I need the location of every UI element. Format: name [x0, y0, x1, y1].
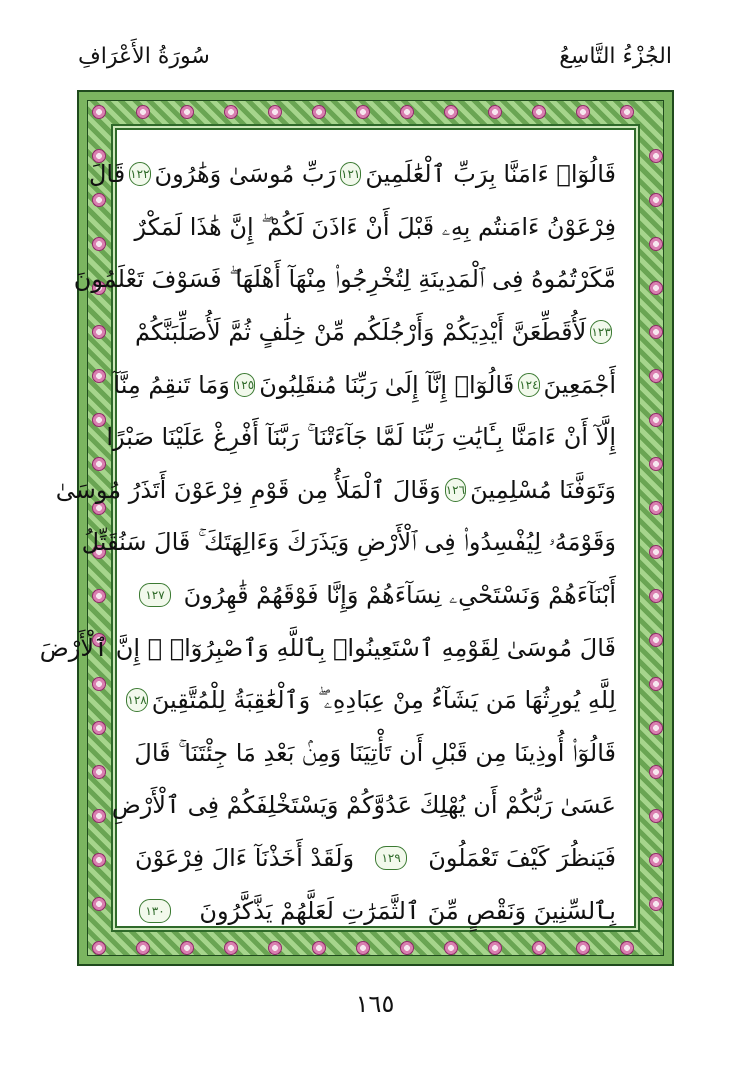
ayah-number-marker: ١٢٨ [126, 688, 147, 712]
verse-text: وَلَقَدْ أَخَذْنَآ ءَالَ فِرْعَوْنَ [135, 844, 355, 873]
flower-ornament [92, 677, 106, 691]
verse-text: رَبِّ مُوسَىٰ وَهَٰرُونَ [154, 160, 337, 189]
flower-ornament [92, 413, 106, 427]
flower-ornament [356, 105, 370, 119]
flower-ornament [649, 457, 663, 471]
flower-ornament [92, 589, 106, 603]
flower-ornament [312, 941, 326, 955]
verse-line [135, 884, 616, 937]
flower-ornament [92, 721, 106, 735]
flower-ornament [649, 369, 663, 383]
verse-lines [39, 148, 616, 925]
verse-line [135, 727, 616, 780]
flower-ornament [180, 941, 194, 955]
ayah-number-marker: ١٣٠ [139, 899, 171, 923]
flower-ornament [488, 105, 502, 119]
ayah-number-marker: ١٢٦ [445, 478, 466, 502]
flower-ornament [649, 897, 663, 911]
flower-ornament [620, 941, 634, 955]
flower-ornament [488, 941, 502, 955]
verse-text: مَّكَرْتُمُوهُ فِى ٱلْمَدِينَةِ لِتُخْرِجُوا۟ مِنْهَآ أَهْلَهَا ۖ فَسَوْفَ تَعْلَمُونَ [73, 265, 616, 294]
verse-text: وَمَا تَنقِمُ مِنَّآ [113, 370, 230, 399]
flower-ornament [92, 369, 106, 383]
flower-ornament [180, 105, 194, 119]
verse-text: وَتَوَفَّنَا مُسْلِمِينَ [470, 475, 616, 504]
page-header [78, 44, 672, 84]
flower-ornament [620, 105, 634, 119]
surah-title: سُورَةُ الأَعْرَافِ [78, 44, 210, 69]
verse-text: إِلَّآ أَنْ ءَامَنَّا بِـَٔايَٰتِ رَبِّنَا لَمَّا جَآءَتْنَا ۚ رَبَّنَآ أَفْرِغْ عَلَيْنَا صَبْرًا [106, 423, 616, 452]
flower-ornament [92, 765, 106, 779]
verse-line [88, 148, 616, 201]
flower-ornament [649, 501, 663, 515]
flower-ornament [400, 941, 414, 955]
flower-ornament [356, 941, 370, 955]
verse-line [106, 411, 616, 464]
verse-line [113, 358, 616, 411]
verse-line [81, 516, 616, 569]
flower-ornament [92, 941, 106, 955]
flower-ornament [649, 633, 663, 647]
verse-text: أَجْمَعِينَ [543, 370, 616, 399]
flower-ornament [92, 897, 106, 911]
verse-text: فِرْعَوْنُ ءَامَنتُم بِهِۦ قَبْلَ أَنْ ءَاذَنَ لَكُمْ ۖ إِنَّ هَٰذَا لَمَكْرٌ [134, 212, 616, 241]
flower-ornament [649, 325, 663, 339]
verse-text: قَالُوٓا۟ أُوذِينَا مِن قَبْلِ أَن تَأْتِيَنَا وَمِنۢ بَعْدِ مَا جِئْتَنَا ۚ قَالَ [134, 738, 616, 767]
verse-line [111, 779, 616, 832]
flower-ornament [532, 105, 546, 119]
flower-ornament [92, 457, 106, 471]
flower-ornament [649, 765, 663, 779]
verse-text: وَقَالَ ٱلْمَلَأُ مِن قَوْمِ فِرْعَوْنَ أَتَذَرُ مُوسَىٰ [55, 475, 441, 504]
flower-ornament [444, 941, 458, 955]
juz-title: الجُزْءُ التَّاسِعُ [559, 44, 672, 69]
verse-line [127, 674, 616, 727]
page-number: ١٦٥ [355, 990, 395, 1018]
flower-ornament [92, 325, 106, 339]
verse-text: قَالُوٓا۟ ءَامَنَّا بِرَبِّ ٱلْعَٰلَمِينَ [365, 160, 616, 189]
flower-ornament [649, 677, 663, 691]
flower-ornament [649, 589, 663, 603]
flower-ornament [649, 545, 663, 559]
ayah-number-marker: ١٢٤ [518, 373, 539, 397]
ayah-number-marker: ١٢٧ [139, 583, 171, 607]
verse-line [135, 306, 616, 359]
verse-text: قَالُوٓا۟ إِنَّآ إِلَىٰ رَبِّنَا مُنقَلِبُونَ [259, 370, 515, 399]
verse-line [135, 832, 616, 885]
verse-line [135, 569, 616, 622]
flower-ornament [649, 413, 663, 427]
verse-text: قَالَ مُوسَىٰ لِقَوْمِهِ ٱسْتَعِينُوا۟ بِٱللَّهِ وَٱصْبِرُوٓا۟ ۖ إِنَّ ٱلْأَرْضَ [39, 633, 616, 662]
flower-ornament [444, 105, 458, 119]
verse-text: عَسَىٰ رَبُّكُمْ أَن يُهْلِكَ عَدُوَّكُمْ وَيَسْتَخْلِفَكُمْ فِى ٱلْأَرْضِ [111, 791, 616, 820]
flower-ornament [576, 941, 590, 955]
flower-ornament [224, 105, 238, 119]
flower-ornament [92, 237, 106, 251]
flower-ornament [649, 193, 663, 207]
flower-ornament [532, 941, 546, 955]
text-panel [39, 128, 636, 928]
flower-ornament [92, 105, 106, 119]
verse-line [73, 253, 616, 306]
flower-ornament [268, 941, 282, 955]
flower-ornament [224, 941, 238, 955]
flower-ornament [92, 193, 106, 207]
flower-ornament [92, 853, 106, 867]
flower-ornament [576, 105, 590, 119]
flower-ornament [136, 941, 150, 955]
flower-ornament [649, 853, 663, 867]
ayah-number-marker: ١٢٣ [590, 320, 612, 344]
ayah-number-marker: ١٢٢ [129, 162, 150, 186]
flower-ornament [268, 105, 282, 119]
verse-text: قَالَ [88, 160, 126, 189]
flower-ornament [400, 105, 414, 119]
verse-line [135, 201, 616, 254]
verse-text: فَيَنظُرَ كَيْفَ تَعْمَلُونَ [428, 844, 616, 873]
flower-ornament [649, 721, 663, 735]
verse-text: وَقَوْمَهُۥ لِيُفْسِدُوا۟ فِى ٱلْأَرْضِ وَيَذَرَكَ وَءَالِهَتَكَ ۚ قَالَ سَنُقَتِّلُ [81, 528, 616, 557]
flower-ornament [312, 105, 326, 119]
flower-ornament [649, 149, 663, 163]
flower-ornament [92, 809, 106, 823]
ayah-number-marker: ١٢٩ [375, 846, 407, 870]
verse-line [55, 464, 616, 517]
flower-ornament [649, 281, 663, 295]
flower-ornament [649, 809, 663, 823]
verse-text: لِلَّهِ يُورِثُهَا مَن يَشَآءُ مِنْ عِبَادِهِۦ ۖ وَٱلْعَٰقِبَةُ لِلْمُتَّقِينَ [151, 686, 616, 715]
verse-line [39, 621, 616, 674]
ayah-number-marker: ١٢١ [340, 162, 361, 186]
ayah-number-marker: ١٢٥ [234, 373, 255, 397]
decorative-frame [39, 90, 674, 966]
flower-ornament [649, 237, 663, 251]
verse-text: لَأُقَطِّعَنَّ أَيْدِيَكُمْ وَأَرْجُلَكُم مِّنْ خِلَٰفٍ ثُمَّ لَأُصَلِّبَنَّكُمْ [135, 318, 587, 347]
verse-text: بِٱلسِّنِينَ وَنَقْصٍ مِّنَ ٱلثَّمَرَٰتِ لَعَلَّهُمْ يَذَّكَّرُونَ [199, 896, 616, 925]
flower-ornament [136, 105, 150, 119]
verse-text: أَبْنَآءَهُمْ وَنَسْتَحْىِۦ نِسَآءَهُمْ وَإِنَّا فَوْقَهُمْ قَٰهِرُونَ [183, 581, 616, 610]
